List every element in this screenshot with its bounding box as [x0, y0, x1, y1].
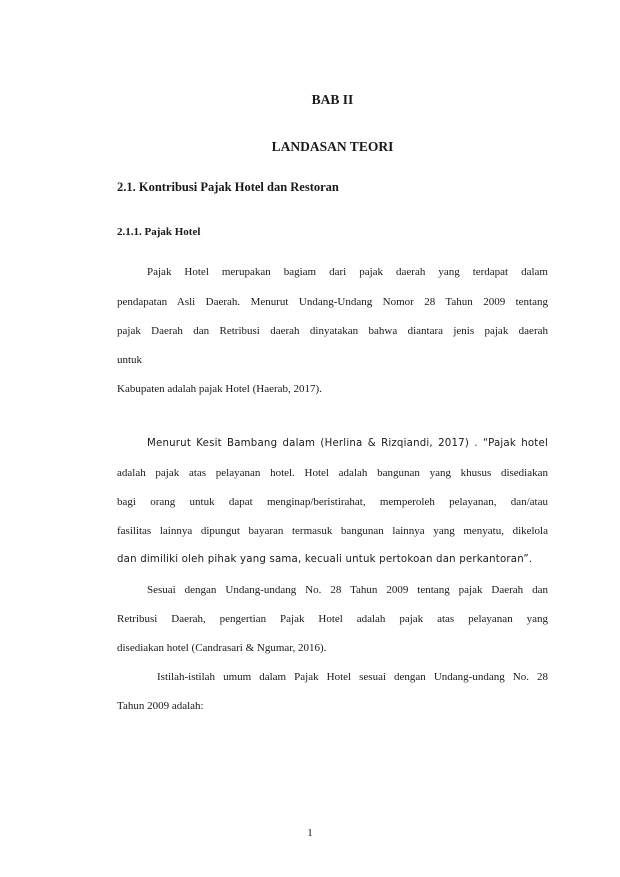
text-line: Pajak Hotel merupakan bagiam dari pajak daerah yang terdapat dalam [147, 266, 548, 278]
text-line: bagi orang untuk dapat menginap/beristirahat, memperoleh pelayanan, dan/atau [117, 496, 548, 508]
text-line: Sesuai dengan Undang-undang No. 28 Tahun 2009 tentang pajak Daerah dan [147, 584, 548, 596]
text-line: Tahun 2009 adalah: [117, 700, 204, 712]
text-line: pajak Daerah dan Retribusi daerah dinyatakan bahwa diantara jenis pajak daerah [117, 325, 548, 337]
subsection-heading: 2.1.1. Pajak Hotel [117, 226, 201, 238]
text-line: Kabupaten adalah pajak Hotel (Haerab, 2017). [117, 383, 322, 395]
text-line: pendapatan Asli Daerah. Menurut Undang-Undang Nomor 28 Tahun 2009 tentang [117, 296, 548, 308]
section-heading: 2.1. Kontribusi Pajak Hotel dan Restoran [117, 180, 339, 194]
text-line: untuk [117, 354, 143, 366]
text-line: adalah pajak atas pelayanan hotel. Hotel adalah bangunan yang khusus disediakan [117, 467, 548, 479]
text-line: Menurut Kesit Bambang dalam (Herlina & Rizqiandi, 2017) . “Pajak hotel [147, 438, 548, 449]
text-line: disediakan hotel (Candrasari & Ngumar, 2016). [117, 642, 327, 654]
text-line: Retribusi Daerah, pengertian Pajak Hotel adalah pajak atas pelayanan yang [117, 613, 548, 625]
chapter-label: BAB II [311, 92, 354, 107]
text-line: fasilitas lainnya dipungut bayaran termasuk bangunan lainnya yang menyatu, dikelola [117, 525, 548, 537]
text-line: dan dimiliki oleh pihak yang sama, kecuali untuk pertokoan dan perkantoran”. [117, 554, 533, 565]
page-number: 1 [307, 827, 313, 839]
text-line: Istilah-istilah umum dalam Pajak Hotel sesuai dengan Undang-undang No. 28 [157, 671, 548, 683]
chapter-title: LANDASAN TEORI [271, 139, 394, 154]
